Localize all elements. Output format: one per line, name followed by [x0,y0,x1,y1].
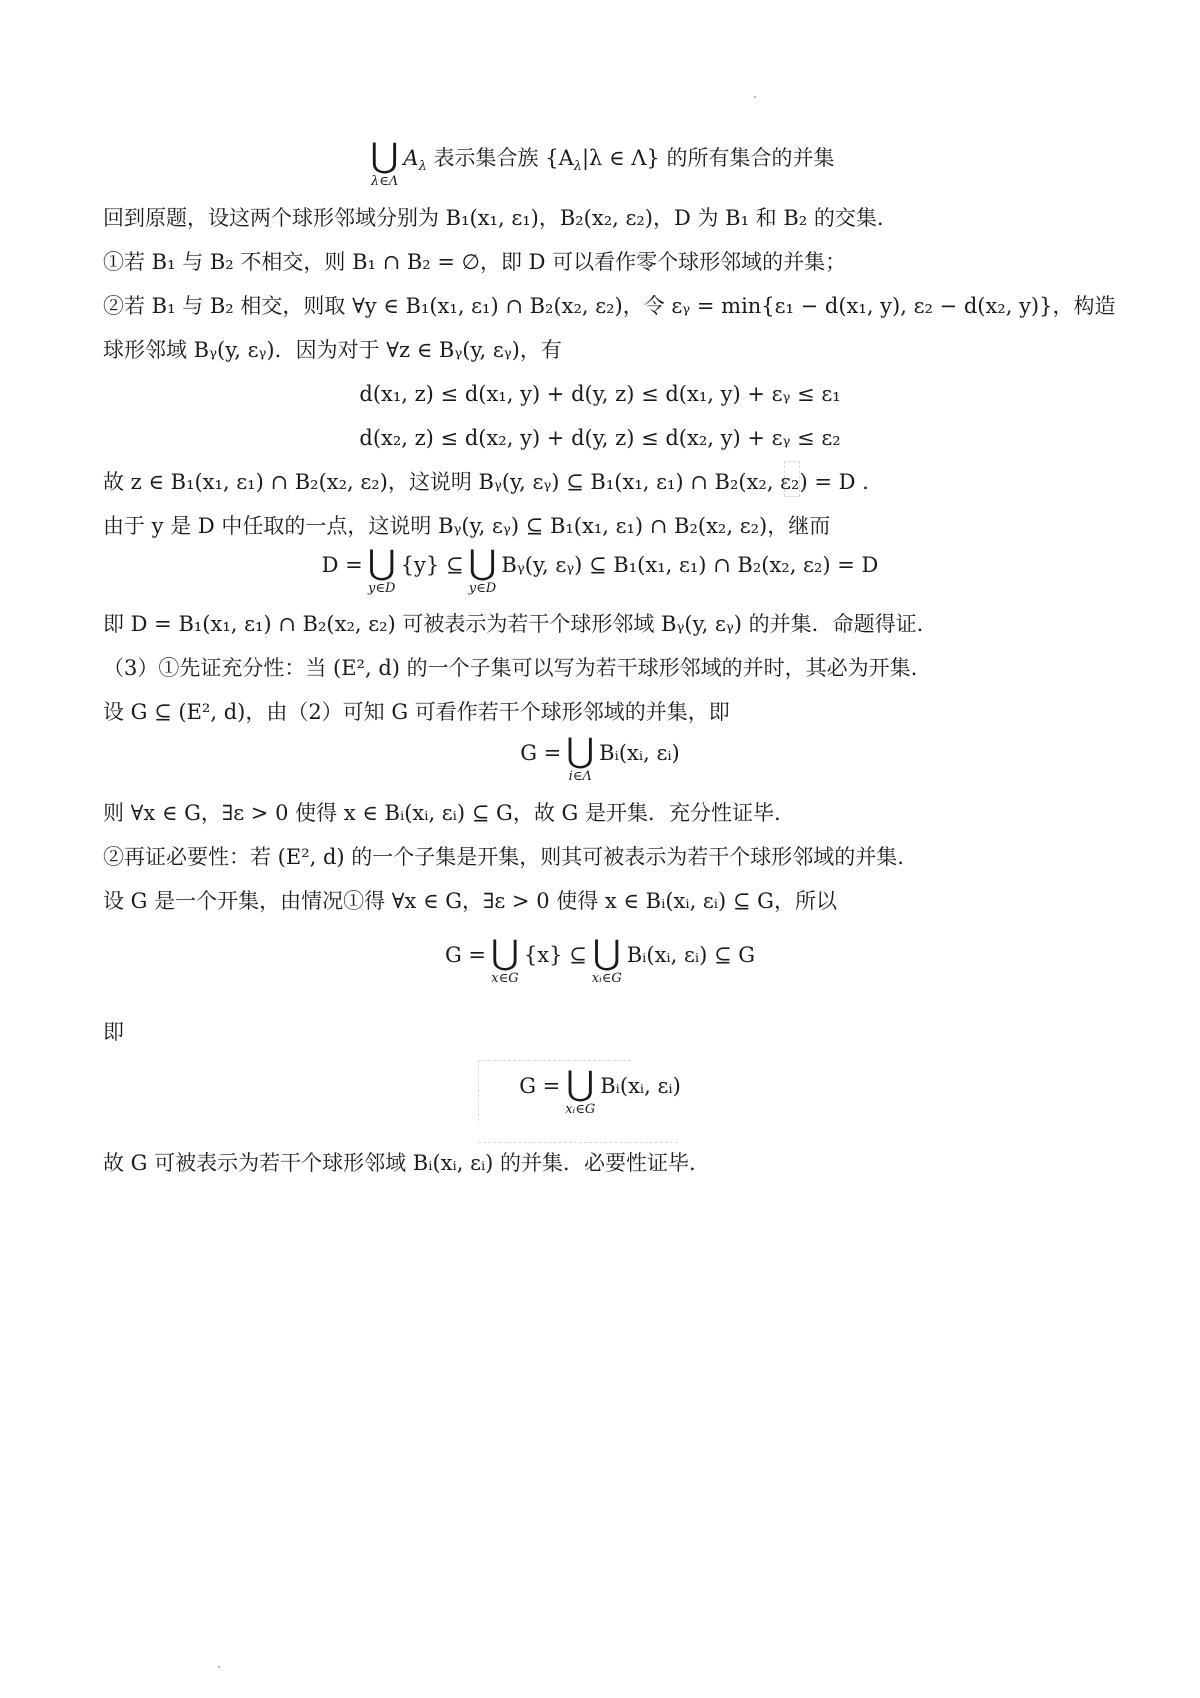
text-line: （3）①先证充分性：当 (E², d) 的一个子集可以写为若干球形邻域的并时，其必为开集. [103,656,918,680]
text-line: 回到原题，设这两个球形邻域分别为 B₁(x₁, ε₁)，B₂(x₂, ε₂)，D 为 B₁ 和 B₂ 的交集. [103,206,884,230]
union-definition-line: ⋃ λ∈Λ $A_\lambda$ 表示集合族 {$A_\lambda|\lambda$ ∈ Λ} 的所有集合的并集 [370,136,835,189]
text-line: 由于 y 是 D 中任取的一点，这说明 Bᵧ(y, εᵧ) ⊆ B₁(x₁, ε₁) ∩ B₂(x₂, ε₂)，继而 [103,514,831,538]
union-operator: ⋃ xᵢ∈G [591,933,622,986]
dashed-rule [478,1142,678,1143]
union-equation: G = ⋃ x∈G {x} ⊆ ⋃ xᵢ∈G Bᵢ(xᵢ, εᵢ) ⊆ G [444,933,756,986]
union-operator: ⋃ y∈D [468,543,497,596]
union-equation: D = ⋃ y∈D {y} ⊆ ⋃ y∈D Bᵧ(y, εᵧ) ⊆ B₁(x₁, ε₁) ∩ B₂(x₂, ε₂) = D [321,543,879,596]
text-line: 故 z ∈ B₁(x₁, ε₁) ∩ B₂(x₂, ε₂)，这说明 Bᵧ(y, εᵧ) ⊆ B₁(x₁, ε₁) ∩ B₂(x₂, ε₂) = D . [103,470,869,494]
text-line: ②再证必要性：若 (E², d) 的一个子集是开集，则其可被表示为若干个球形邻域的并集. [103,845,904,869]
text-line: 球形邻域 Bᵧ(y, εᵧ)．因为对于 ∀z ∈ Bᵧ(y, εᵧ)，有 [103,338,562,362]
text-line: 故 G 可被表示为若干个球形邻域 Bᵢ(xᵢ, εᵢ) 的并集．必要性证毕. [103,1151,696,1175]
scan-speck [218,1666,220,1668]
text-line: ②若 B₁ 与 B₂ 相交，则取 ∀y ∈ B₁(x₁, ε₁) ∩ B₂(x₂, ε₂)，令 εᵧ = min{ε₁ − d(x₁, y), ε₂ − d(x₂, y)}，构造 [103,294,1116,318]
text-line: 即 [103,1020,124,1044]
union-operator: ⋃ i∈Λ [566,731,595,784]
union-equation: G = ⋃ xᵢ∈G Bᵢ(xᵢ, εᵢ) [519,1064,681,1117]
text-line: 设 G 是一个开集，由情况①得 ∀x ∈ G，∃ε > 0 使得 x ∈ Bᵢ(xᵢ, εᵢ) ⊆ G，所以 [103,889,837,913]
text-line: 则 ∀x ∈ G，∃ε > 0 使得 x ∈ Bᵢ(xᵢ, εᵢ) ⊆ G，故 G 是开集．充分性证毕. [103,801,781,825]
text-line: ①若 B₁ 与 B₂ 不相交，则 B₁ ∩ B₂ = ∅，即 D 可以看作零个球形邻域的并集； [103,250,847,274]
union-equation: G = ⋃ i∈Λ Bᵢ(xᵢ, εᵢ) [520,731,680,784]
union-operator: ⋃ x∈G [491,933,519,986]
scan-speck [754,96,756,98]
dashed-box [784,461,800,497]
union-operator: ⋃ y∈D [367,543,396,596]
equation-line: d(x₂, z) ≤ d(x₂, y) + d(y, z) ≤ d(x₂, y) + εᵧ ≤ ε₂ [359,426,841,450]
text-line: 即 D = B₁(x₁, ε₁) ∩ B₂(x₂, ε₂) 可被表示为若干个球形邻域 Bᵧ(y, εᵧ) 的并集．命题得证. [103,612,924,636]
union-operator: ⋃ λ∈Λ [370,136,399,189]
equation-line: d(x₁, z) ≤ d(x₁, y) + d(y, z) ≤ d(x₁, y) + εᵧ ≤ ε₁ [359,382,841,406]
union-operator: ⋃ xᵢ∈G [565,1064,596,1117]
text-line: 设 G ⊆ (E², d)，由（2）可知 G 可看作若干个球形邻域的并集，即 [103,700,730,724]
